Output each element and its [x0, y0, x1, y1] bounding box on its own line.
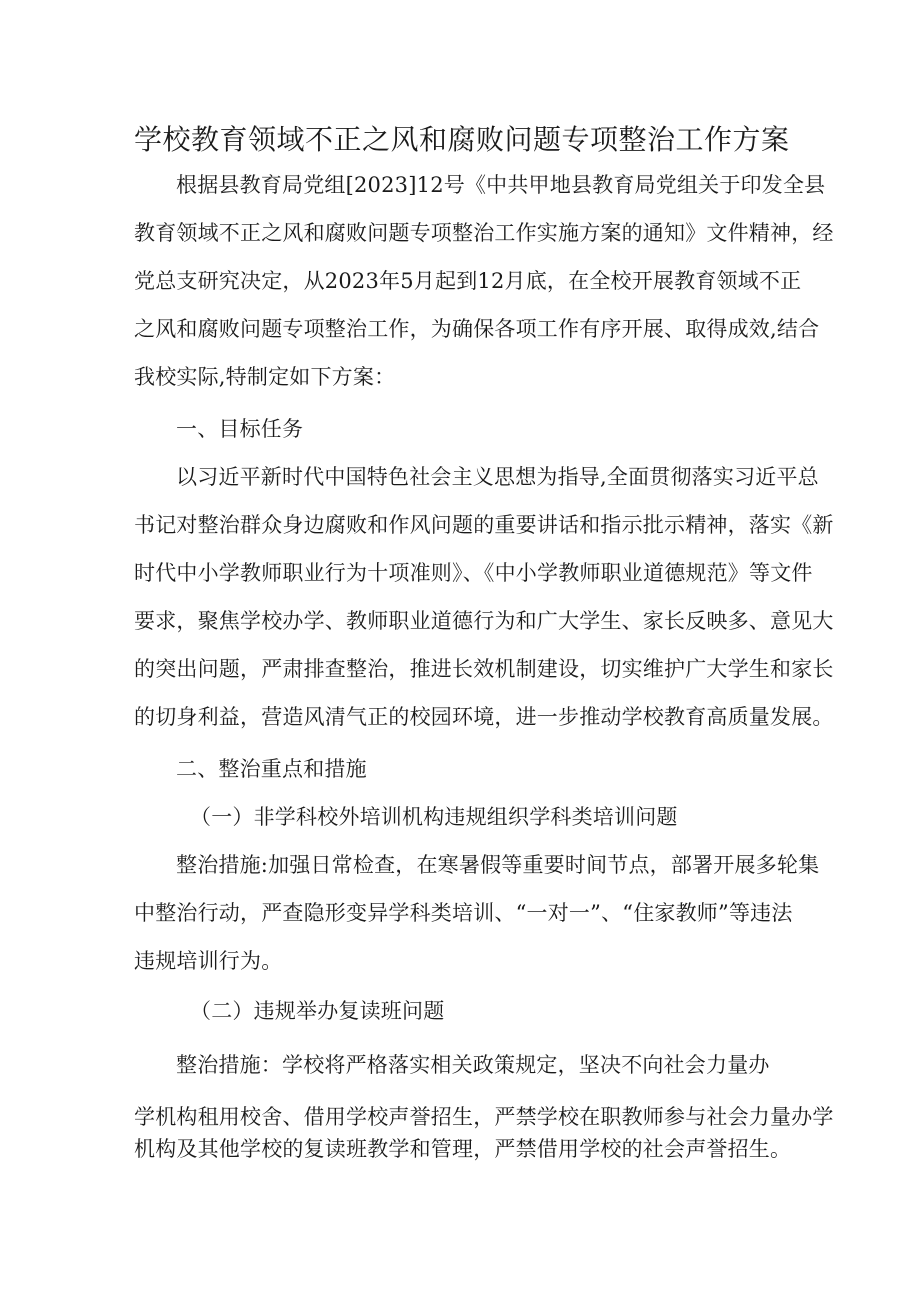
paragraph-line: 学机构租用校舍、借用学校声誉招生，严禁学校在职教师参与社会力量办学 [134, 1105, 834, 1129]
paragraph-line: 的切身利益，营造风清气正的校园环境，进一步推动学校教育高质量发展。 [134, 705, 834, 729]
paragraph-line: 机构及其他学校的复读班教学和管理，严禁借用学校的社会声誉招生。 [134, 1137, 792, 1161]
intro-line: 之风和腐败问题专项整治工作，为确保各项工作有序开展、取得成效,结合 [134, 317, 820, 341]
paragraph-line: 的突出问题，严肃排查整治，推进长效机制建设，切实维护广大学生和家长 [134, 657, 834, 681]
intro-line: 教育领域不正之风和腐败问题专项整治工作实施方案的通知》文件精神，经 [134, 221, 834, 245]
intro-line: 党总支研究决定，从2023年5月起到12月底，在全校开展教育领域不正 [134, 269, 802, 293]
paragraph-line: 整治措施：学校将严格落实相关政策规定，坚决不向社会力量办 [176, 1053, 770, 1077]
paragraph-line: 以习近平新时代中国特色社会主义思想为指导,全面贯彻落实习近平总 [176, 465, 819, 489]
paragraph-line: 整治措施:加强日常检查，在寒暑假等重要时间节点，部署开展多轮集 [176, 853, 820, 877]
paragraph-line: 时代中小学教师职业行为十项准则》、《中小学教师职业道德规范》等文件 [134, 561, 813, 585]
paragraph-line: 书记对整治群众身边腐败和作风问题的重要讲话和指示批示精神，落实《新 [134, 513, 834, 537]
intro-line: 我校实际,特制定如下方案： [134, 365, 396, 389]
document-title: 学校教育领域不正之风和腐败问题专项整治工作方案 [134, 123, 790, 156]
section-heading: 一、目标任务 [176, 417, 304, 441]
paragraph-line: 违规培训行为。 [134, 949, 283, 973]
intro-line: 根据县教育局党组[2023]12号《中共甲地县教育局党组关于印发全县 [176, 173, 826, 197]
paragraph-line: 要求，聚焦学校办学、教师职业道德行为和广大学生、家长反映多、意见大 [134, 609, 834, 633]
subsection-heading: （一）非学科校外培训机构违规组织学科类培训问题 [190, 805, 678, 829]
subsection-heading: （二）违规举办复读班问题 [190, 999, 445, 1023]
section-heading: 二、整治重点和措施 [176, 757, 367, 781]
paragraph-line: 中整治行动，严查隐形变异学科类培训、“一对一”、“住家教师”等违法 [134, 901, 793, 925]
